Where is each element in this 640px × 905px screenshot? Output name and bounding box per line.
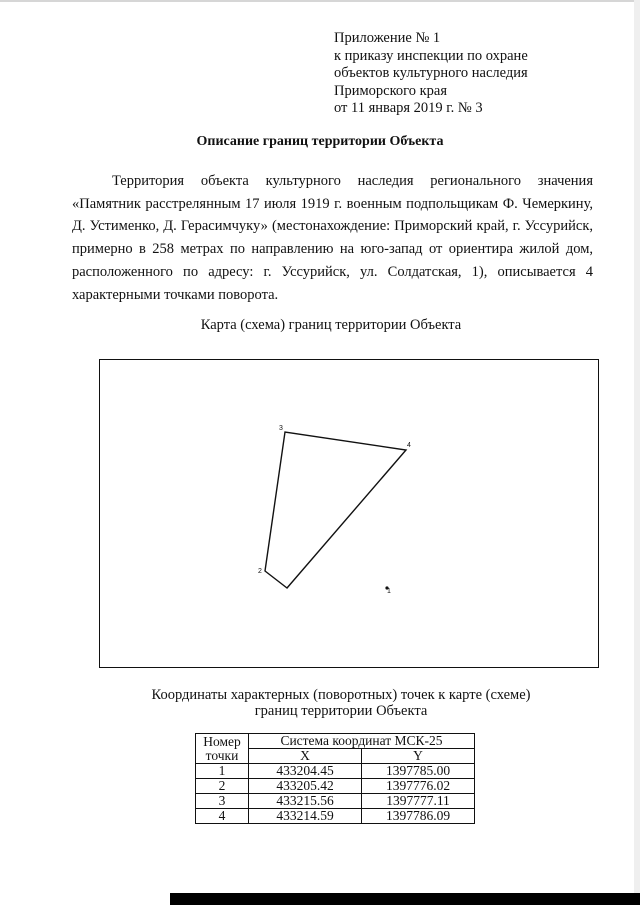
boundary-map-drawing	[100, 360, 600, 669]
cell-number: 4	[196, 809, 249, 824]
annex-line: к приказу инспекции по охране	[334, 47, 528, 64]
boundary-polygon	[265, 432, 406, 588]
header-x: X	[249, 749, 362, 764]
cell-y: 1397777.11	[362, 794, 475, 809]
header-point-number-line: точки	[205, 747, 239, 763]
table-row	[196, 764, 475, 779]
point-label-1: 1	[387, 588, 391, 595]
header-point-number	[196, 734, 249, 764]
description-paragraph: Территория объекта культурного наследия регионального значения «Памятник расстрелянным 17 июля 1919 г. военным подпольщикам Ф. Чемеркину, Д. Устименко, Д. Герасимчуку» (местонахождение: Приморский край, г. Уссурийск, примерно в 258 метрах по направлению на юго-запад от ориентира жилой дом, расположенного по адресу: г. Уссурийск, ул. Солдатская, 1), описывается 4 характерными точками поворота.	[72, 173, 593, 303]
cell-y: 1397776.02	[362, 779, 475, 794]
table-row	[196, 809, 475, 824]
table-row	[196, 779, 475, 794]
cell-x: 433214.59	[249, 809, 362, 824]
cell-number: 3	[196, 794, 249, 809]
coordinates-table	[195, 733, 475, 824]
point-label-3: 3	[279, 425, 283, 432]
point-label-2: 2	[258, 568, 262, 575]
table-header-row	[196, 734, 475, 749]
cell-y: 1397785.00	[362, 764, 475, 779]
annex-line: от 11 января 2019 г. № 3	[334, 100, 483, 116]
annex-line: Приморского края	[334, 82, 448, 99]
header-y: Y	[362, 749, 475, 764]
page-edge-bottom	[170, 893, 640, 905]
coords-title-line: Координаты характерных (поворотных) точек к карте (схеме)	[151, 687, 531, 703]
cell-x: 433205.42	[249, 779, 362, 794]
cell-x: 433204.45	[249, 764, 362, 779]
page-edge-top	[0, 0, 640, 2]
cell-number: 1	[196, 764, 249, 779]
header-point-number-line: Номер	[203, 733, 241, 749]
cell-y: 1397786.09	[362, 809, 475, 824]
table-row	[196, 794, 475, 809]
annex-line: объектов культурного наследия	[334, 65, 528, 81]
annex-line: Приложение № 1	[334, 30, 441, 46]
cell-x: 433215.56	[249, 794, 362, 809]
header-coordinate-system: Система координат МСК-25	[249, 734, 475, 749]
cell-number: 2	[196, 779, 249, 794]
annex-block	[334, 30, 528, 118]
coords-title-line: границ территории Объекта	[254, 703, 428, 719]
map-caption: Карта (схема) границ территории Объекта	[200, 317, 462, 333]
document-heading: Описание границ территории Объекта	[196, 134, 444, 149]
coords-title	[0, 687, 640, 719]
boundary-map	[99, 359, 599, 668]
point-label-4: 4	[407, 442, 411, 449]
